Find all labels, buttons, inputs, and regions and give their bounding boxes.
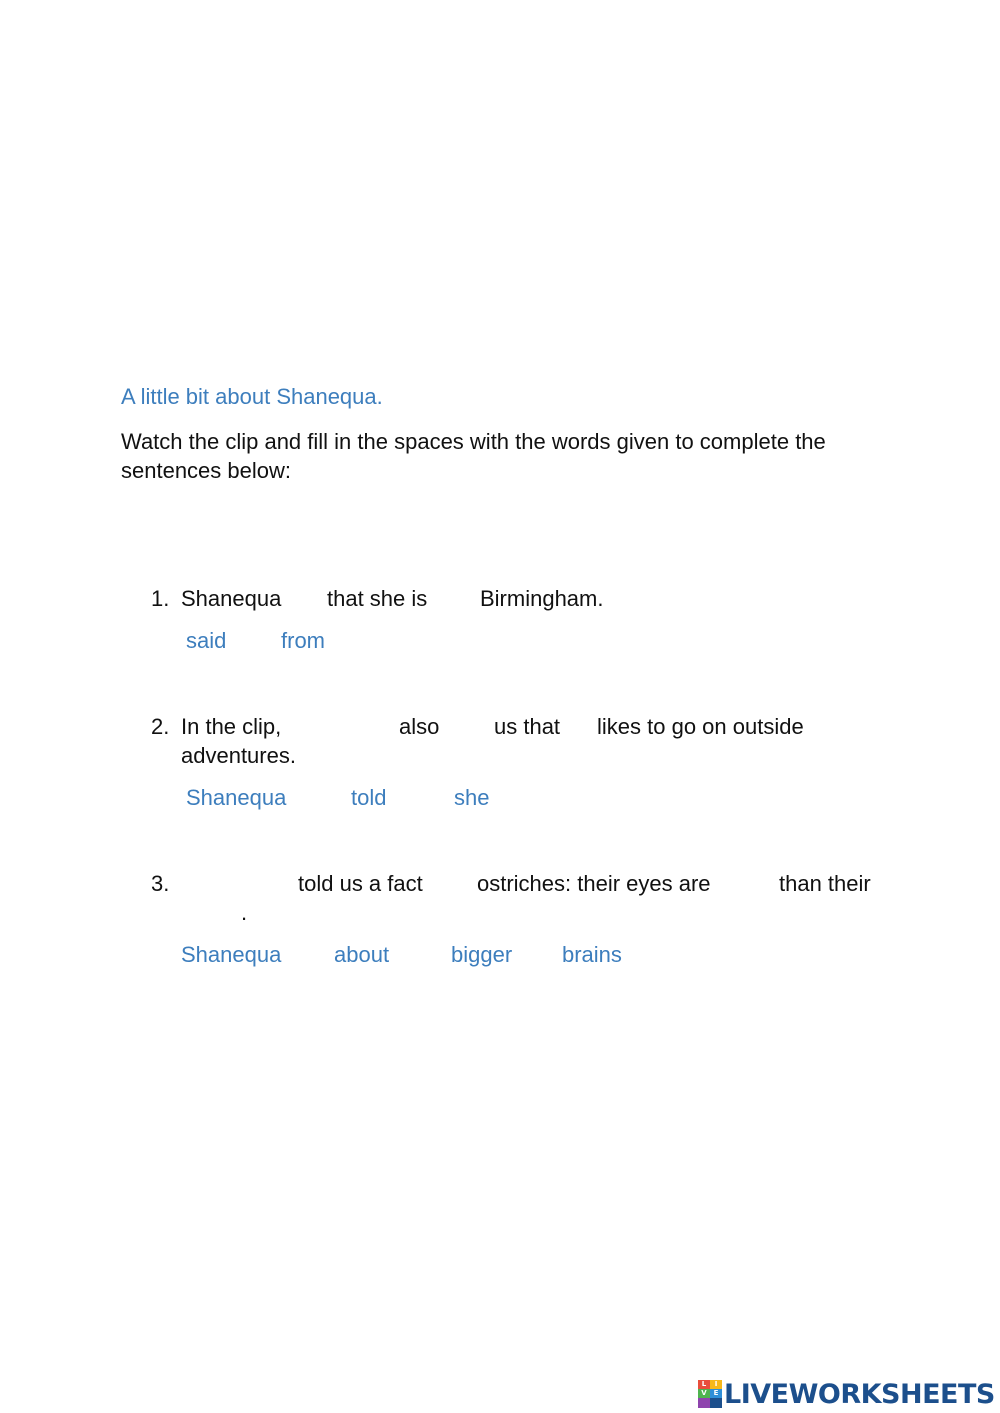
question-2-fragment-1: In the clip, (181, 714, 282, 739)
question-2-number: 2. (151, 714, 170, 739)
question-1-number: 1. (151, 586, 170, 611)
worksheet-title: A little bit about Shanequa. (121, 384, 383, 409)
question-1-fragment-3: Birmingham. (480, 586, 604, 611)
logo-letter-l: L (698, 1380, 710, 1389)
question-3-number: 3. (151, 871, 170, 896)
question-3-word-about: about (334, 942, 390, 967)
question-2-fragment-5: adventures. (181, 743, 296, 768)
instructions (121, 427, 826, 485)
logo-tile (710, 1398, 722, 1408)
logo-letter-e: E (710, 1389, 722, 1398)
question-3-fragment-3: than their (779, 871, 871, 896)
liveworksheets-logo-icon (698, 1380, 722, 1408)
liveworksheets-wordmark: LIVEWORKSHEETS (724, 1378, 995, 1410)
question-2-word-told: told (351, 785, 387, 810)
question-3-word-brains: brains (562, 942, 622, 967)
question-1-word-from: from (281, 628, 325, 653)
question-3-fragment-1: told us a fact (298, 871, 423, 896)
instructions-line-2: sentences below: (121, 458, 291, 483)
logo-tile (698, 1398, 710, 1408)
question-2-fragment-4: likes to go on outside (597, 714, 804, 739)
question-1-fragment-1: Shanequa (181, 586, 282, 611)
question-2-fragment-2: also (399, 714, 440, 739)
logo-letter-v: V (698, 1389, 710, 1398)
question-1-word-said: said (186, 628, 227, 653)
question-3-word-shanequa: Shanequa (181, 942, 282, 967)
liveworksheets-logo (698, 1378, 995, 1410)
question-2-word-she: she (454, 785, 490, 810)
logo-letter-i: I (710, 1380, 722, 1389)
question-3-fragment-4: . (241, 900, 248, 925)
question-2-fragment-3: us that (494, 714, 561, 739)
question-2-word-shanequa: Shanequa (186, 785, 287, 810)
question-3-fragment-2: ostriches: their eyes are (477, 871, 711, 896)
instructions-line-1: Watch the clip and fill in the spaces with the words given to complete the (121, 429, 826, 454)
question-1-fragment-2: that she is (327, 586, 428, 611)
question-3-word-bigger: bigger (451, 942, 513, 967)
